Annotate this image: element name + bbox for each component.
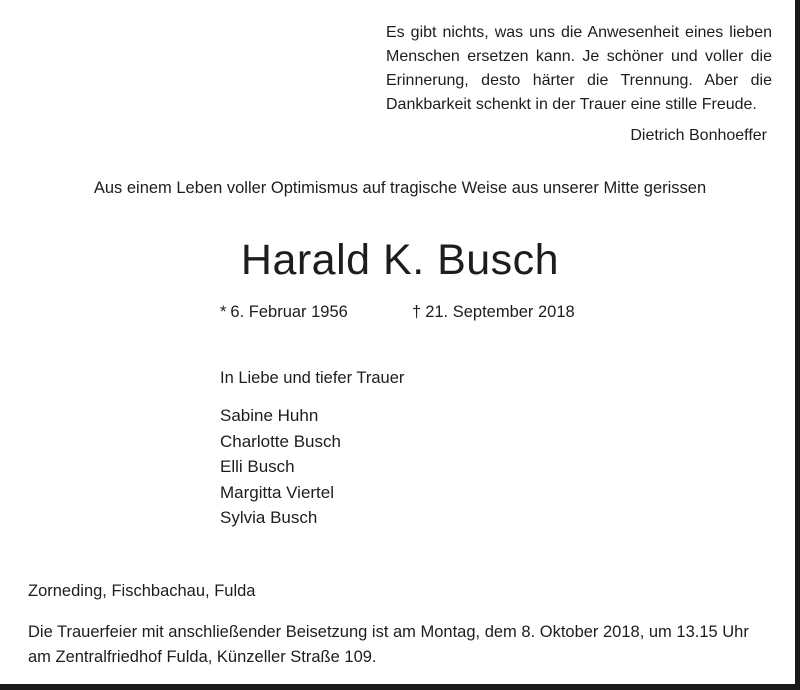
deceased-name: Harald K. Busch — [240, 236, 560, 284]
death-date — [412, 301, 575, 323]
mourner-name: Sabine Huhn — [220, 406, 319, 425]
quote-line: Dankbarkeit schenkt in der Trauer eine stille Freude. — [386, 96, 757, 113]
quote-line: Erinnerung, desto härter die Trennung. Aber die — [386, 72, 772, 89]
quote-block — [386, 21, 772, 117]
birth-symbol: * — [220, 303, 227, 321]
death-symbol: † — [412, 303, 422, 321]
mourner-name: Sylvia Busch — [220, 508, 318, 527]
ceremony-line: am Zentralfriedhof Fulda, Künzeller Straße 109. — [28, 648, 377, 666]
mourning-line: In Liebe und tiefer Trauer — [220, 369, 405, 387]
ceremony-info — [28, 620, 776, 670]
mourner-name: Elli Busch — [220, 457, 295, 476]
ceremony-line: Die Trauerfeier mit anschließender Beisetzung ist am Montag, dem 8. Oktober 2018, um 13.15 Uhr — [28, 623, 749, 641]
birth-date-text: 6. Februar 1956 — [230, 303, 348, 321]
death-date-text: 21. September 2018 — [425, 303, 575, 321]
quote-line: Menschen ersetzen kann. Je schöner und voller die — [386, 48, 772, 65]
quote-author: Dietrich Bonhoeffer — [630, 127, 767, 144]
intro-text: Aus einem Leben voller Optimismus auf tragische Weise aus unserer Mitte gerissen — [93, 179, 707, 197]
mourner-name: Charlotte Busch — [220, 431, 341, 451]
birth-date — [220, 301, 348, 323]
mourners-list — [220, 403, 341, 531]
places-line: Zorneding, Fischbachau, Fulda — [28, 582, 256, 600]
mourner-name: Margitta Viertel — [220, 482, 335, 502]
quote-line: Es gibt nichts, was uns die Anwesenheit eines lieben — [386, 24, 772, 41]
